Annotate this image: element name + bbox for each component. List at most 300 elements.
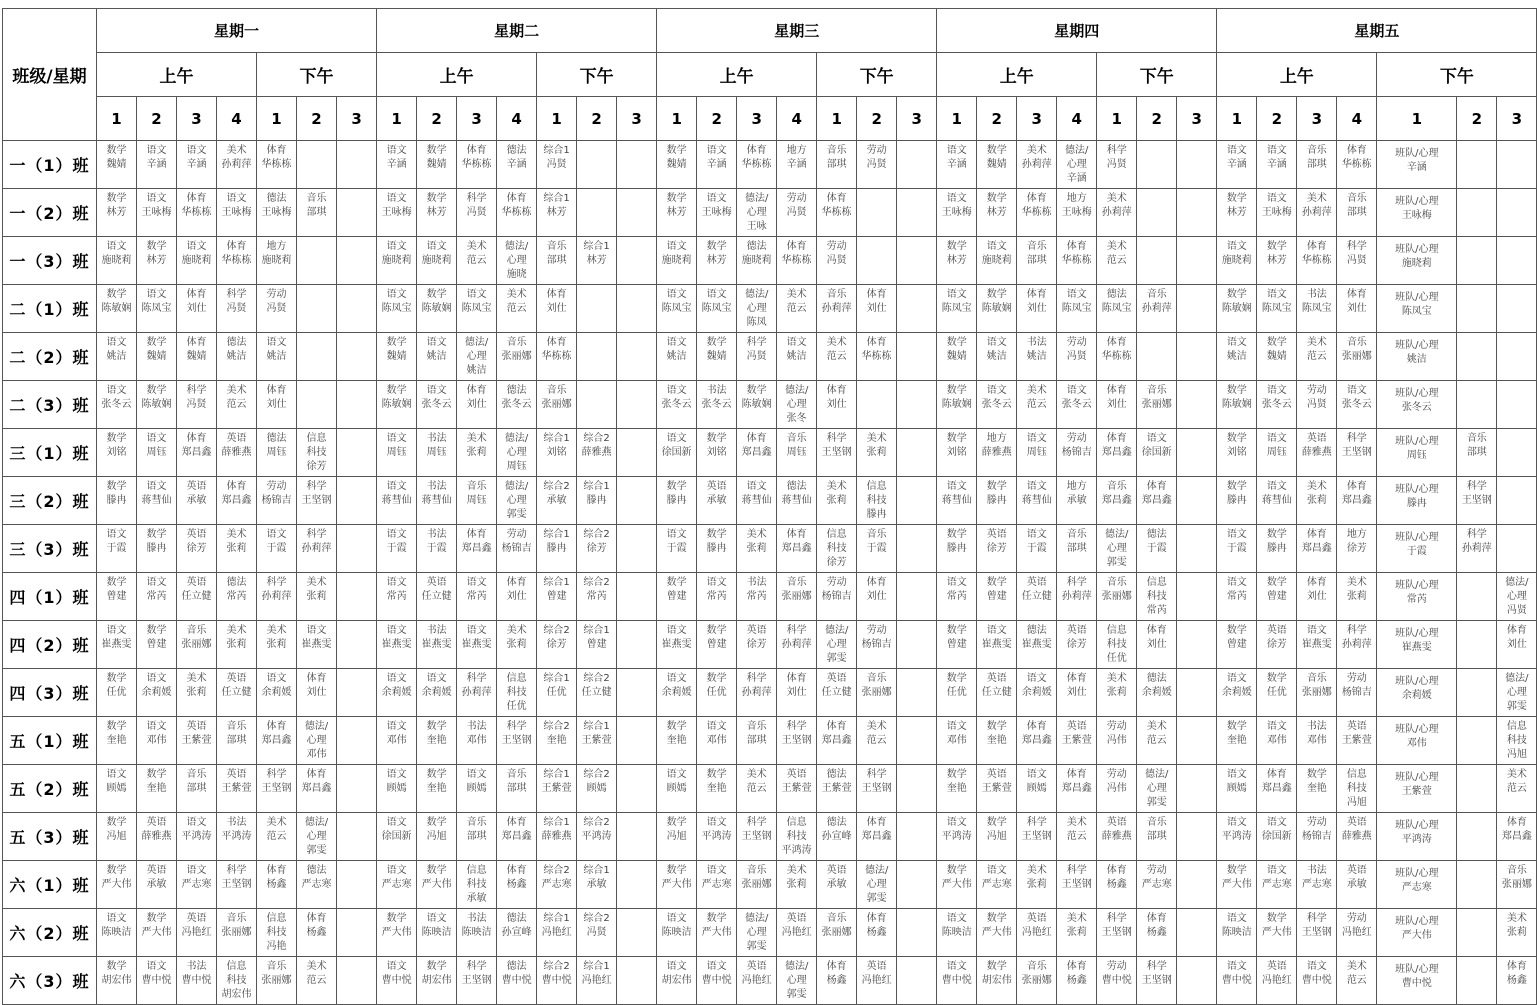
- lesson-cell: [457, 381, 497, 429]
- lesson-text: 德法 蒋彗仙: [781, 481, 812, 506]
- lesson-cell: [497, 189, 537, 237]
- lesson-text: [1497, 144, 1536, 185]
- lesson-text: [897, 384, 936, 425]
- lesson-text: 语文 姚洁: [266, 337, 287, 362]
- lesson-cell: [1017, 621, 1057, 669]
- lesson-cell: [97, 765, 137, 813]
- class-row: [3, 669, 1537, 717]
- lesson-cell: [1177, 333, 1217, 381]
- lesson-cell: [777, 237, 817, 285]
- lesson-cell: [1057, 957, 1097, 1005]
- lesson-text: 语文 顾嫣: [1026, 769, 1047, 794]
- lesson-cell: [1097, 573, 1137, 621]
- lesson-text: 美术 张莉: [1066, 913, 1087, 938]
- lesson-text: 体育 杨鑫: [866, 913, 887, 938]
- lesson-cell: [417, 573, 457, 621]
- lesson-text: [337, 288, 376, 329]
- lesson-cell: [97, 573, 137, 621]
- lesson-cell: [977, 909, 1017, 957]
- lesson-cell: [97, 957, 137, 1005]
- lesson-cell: [777, 285, 817, 333]
- lesson-cell: [897, 525, 937, 573]
- lesson-text: 美术 范云: [1106, 241, 1127, 266]
- lesson-text: 科学 王坚钢: [1141, 961, 1172, 986]
- lesson-text: 英语 王紫萱: [221, 769, 252, 794]
- lesson-cell: [937, 429, 977, 477]
- lesson-text: 德法/ 心理 郭雯: [864, 865, 889, 904]
- lesson-cell: [1217, 237, 1257, 285]
- lesson-cell: [1457, 861, 1497, 909]
- lesson-cell: [1097, 717, 1137, 765]
- lesson-cell: [497, 957, 537, 1005]
- lesson-cell: [1097, 669, 1137, 717]
- class-day-header: 班级/星期: [3, 9, 97, 141]
- lesson-text: 书法 严志寒: [1301, 865, 1332, 890]
- lesson-cell: [857, 237, 897, 285]
- lesson-cell: [817, 717, 857, 765]
- lesson-text: 体育 刘仕: [1346, 289, 1367, 314]
- lesson-text: 语文 陈凤宝: [141, 289, 172, 314]
- lesson-text: 音乐 张丽娜: [1101, 577, 1132, 602]
- lesson-cell: [577, 237, 617, 285]
- lesson-text: 语文 张冬云: [981, 385, 1012, 410]
- lesson-cell: [1057, 285, 1097, 333]
- lesson-text: [897, 240, 936, 281]
- lesson-cell: [1337, 909, 1377, 957]
- lesson-cell: [737, 813, 777, 861]
- lesson-cell: [1337, 477, 1377, 525]
- lesson-text: 班队/心理 王咏梅: [1395, 196, 1439, 221]
- lesson-text: [617, 432, 656, 473]
- lesson-text: [1497, 432, 1536, 473]
- lesson-text: 科学 冯贤: [226, 289, 247, 314]
- lesson-text: 语文 于霞: [666, 529, 687, 554]
- lesson-text: 班队/心理 严志寒: [1395, 868, 1439, 893]
- lesson-text: 数学 滕冉: [666, 481, 687, 506]
- class-row: [3, 621, 1537, 669]
- lesson-text: 语文 徐国新: [381, 817, 412, 842]
- lesson-text: 综合1 承敏: [583, 865, 610, 890]
- lesson-cell: [457, 909, 497, 957]
- lesson-text: 班队/心理 崔燕雯: [1395, 628, 1439, 653]
- lesson-text: 语文 邓伟: [386, 721, 407, 746]
- lesson-text: 数学 奎艳: [146, 769, 167, 794]
- lesson-text: [337, 960, 376, 1001]
- lesson-text: 体育 郑昌鑫: [781, 529, 812, 554]
- period-number: 2: [417, 97, 457, 141]
- lesson-text: 语文 邓伟: [1266, 721, 1287, 746]
- lesson-cell: [1177, 717, 1217, 765]
- lesson-cell: [177, 957, 217, 1005]
- lesson-text: 数学 奎艳: [426, 721, 447, 746]
- lesson-cell: [777, 141, 817, 189]
- lesson-cell: [1337, 525, 1377, 573]
- lesson-cell: [337, 381, 377, 429]
- lesson-cell: [617, 765, 657, 813]
- lesson-text: 语文 常芮: [706, 577, 727, 602]
- lesson-cell: [577, 141, 617, 189]
- lesson-text: [1497, 384, 1536, 425]
- lesson-text: 音乐 部琪: [1466, 433, 1487, 458]
- lesson-text: 语文 施晓莉: [101, 241, 132, 266]
- lesson-cell: [1217, 141, 1257, 189]
- lesson-text: 语文 于霞: [1226, 529, 1247, 554]
- lesson-text: 音乐 张丽娜: [1341, 337, 1372, 362]
- lesson-cell: [737, 237, 777, 285]
- lesson-cell: [617, 621, 657, 669]
- lesson-text: [897, 864, 936, 905]
- lesson-text: 综合1 曾建: [543, 577, 570, 602]
- lesson-cell: [497, 861, 537, 909]
- period-number: 2: [1457, 97, 1497, 141]
- lesson-cell: [257, 477, 297, 525]
- lesson-text: 美术 张莉: [226, 529, 247, 554]
- lesson-cell: [217, 237, 257, 285]
- class-label: 五（1）班: [3, 717, 97, 765]
- lesson-cell: [1297, 621, 1337, 669]
- timetable-header: [3, 9, 1537, 141]
- lesson-text: 体育 刘仕: [1306, 577, 1327, 602]
- lesson-cell: [897, 141, 937, 189]
- lesson-cell: [777, 477, 817, 525]
- lesson-cell: [577, 621, 617, 669]
- lesson-cell: [1217, 909, 1257, 957]
- lesson-text: 美术 范云: [786, 289, 807, 314]
- lesson-text: 音乐 张丽娜: [501, 337, 532, 362]
- lesson-cell: [737, 189, 777, 237]
- lesson-text: 语文 辛涵: [706, 145, 727, 170]
- lesson-text: 美术 范云: [266, 817, 287, 842]
- lesson-cell: [497, 573, 537, 621]
- lesson-cell: [1297, 237, 1337, 285]
- lesson-text: 语文 余莉媛: [1021, 673, 1052, 698]
- lesson-cell: [1177, 957, 1217, 1005]
- class-label: 六（1）班: [3, 861, 97, 909]
- lesson-text: 体育 华栋栋: [821, 193, 852, 218]
- lesson-text: 音乐 张丽娜: [541, 385, 572, 410]
- lesson-text: 语文 陈凤宝: [381, 289, 412, 314]
- lesson-text: 语文 张冬云: [421, 385, 452, 410]
- lesson-text: 美术 张莉: [866, 433, 887, 458]
- lesson-cell: [897, 861, 937, 909]
- lesson-text: 语文 严志寒: [701, 865, 732, 890]
- lesson-cell: [377, 141, 417, 189]
- lesson-cell: [1457, 189, 1497, 237]
- lesson-text: 语文 辛涵: [1266, 145, 1287, 170]
- lesson-text: 书法 张冬云: [701, 385, 732, 410]
- lesson-text: 数学 滕冉: [1266, 529, 1287, 554]
- lesson-cell: [817, 189, 857, 237]
- lesson-cell: [257, 285, 297, 333]
- lesson-text: 语文 陈映洁: [1221, 913, 1252, 938]
- lesson-cell: [1017, 285, 1057, 333]
- lesson-cell: [657, 477, 697, 525]
- lesson-cell: [417, 861, 457, 909]
- morning-header: 上午: [657, 53, 817, 97]
- lesson-text: 数学 曾建: [146, 625, 167, 650]
- lesson-cell: [977, 381, 1017, 429]
- lesson-cell: [137, 861, 177, 909]
- lesson-cell: [1097, 141, 1137, 189]
- lesson-text: 体育 华栋栋: [1061, 241, 1092, 266]
- lesson-cell: [1497, 285, 1537, 333]
- lesson-text: 体育 郑昌鑫: [1101, 433, 1132, 458]
- lesson-cell: [417, 189, 457, 237]
- lesson-cell: [1057, 621, 1097, 669]
- lesson-text: 劳动 杨锦吉: [821, 577, 852, 602]
- lesson-cell: [377, 525, 417, 573]
- lesson-cell: [857, 285, 897, 333]
- lesson-text: [897, 480, 936, 521]
- lesson-text: 书法 于霞: [426, 529, 447, 554]
- lesson-cell: [1057, 861, 1097, 909]
- lesson-text: 信息 科技 承敏: [466, 865, 487, 904]
- lesson-cell: [337, 765, 377, 813]
- lesson-cell: [697, 717, 737, 765]
- lesson-cell: [377, 573, 417, 621]
- lesson-cell: [457, 861, 497, 909]
- lesson-cell: [857, 813, 897, 861]
- lesson-text: 语文 于霞: [1026, 529, 1047, 554]
- lesson-text: 语文 胡宏伟: [661, 961, 692, 986]
- lesson-cell: [537, 621, 577, 669]
- lesson-text: 信息 科技 徐芳: [826, 529, 847, 568]
- lesson-cell: [457, 573, 497, 621]
- lesson-cell: [1057, 717, 1097, 765]
- lesson-cell: [1257, 957, 1297, 1005]
- lesson-text: 语文 陈映洁: [941, 913, 972, 938]
- lesson-cell: [577, 957, 617, 1005]
- lesson-text: [297, 144, 336, 185]
- lesson-cell: [817, 477, 857, 525]
- lesson-text: 体育 刘仕: [186, 289, 207, 314]
- lesson-cell: [217, 621, 257, 669]
- period-number: 2: [1137, 97, 1177, 141]
- lesson-cell: [937, 957, 977, 1005]
- lesson-cell: [937, 909, 977, 957]
- lesson-text: 数学 曾建: [706, 625, 727, 650]
- class-row: [3, 189, 1537, 237]
- lesson-cell: [1257, 189, 1297, 237]
- lesson-text: [1457, 288, 1496, 329]
- lesson-text: 劳动 杨锦吉: [1341, 673, 1372, 698]
- lesson-cell: [377, 621, 417, 669]
- lesson-cell: [97, 285, 137, 333]
- lesson-cell: [817, 285, 857, 333]
- lesson-cell: [1457, 525, 1497, 573]
- lesson-text: 德法 崔燕雯: [1021, 625, 1052, 650]
- morning-header: 上午: [1217, 53, 1377, 97]
- lesson-cell: [737, 717, 777, 765]
- lesson-text: 语文 张冬云: [1261, 385, 1292, 410]
- period-number: 1: [657, 97, 697, 141]
- lesson-text: 德法/ 心理 周钰: [504, 433, 529, 472]
- lesson-cell: [1497, 909, 1537, 957]
- lesson-cell: [1257, 477, 1297, 525]
- lesson-text: 数学 林芳: [106, 193, 127, 218]
- lesson-text: 劳动 杨锦吉: [1301, 817, 1332, 842]
- period-number: 1: [377, 97, 417, 141]
- lesson-text: 英语 任立健: [821, 673, 852, 698]
- lesson-cell: [1097, 333, 1137, 381]
- lesson-cell: [977, 333, 1017, 381]
- lesson-cell: [1497, 765, 1537, 813]
- lesson-text: 语文 陈映洁: [421, 913, 452, 938]
- lesson-text: 综合2 冯贤: [583, 913, 610, 938]
- lesson-cell: [137, 141, 177, 189]
- lesson-cell: [857, 621, 897, 669]
- lesson-cell: [97, 525, 137, 573]
- lesson-text: 体育 杨鑫: [826, 961, 847, 986]
- lesson-cell: [377, 669, 417, 717]
- lesson-cell: [777, 861, 817, 909]
- lesson-text: [1457, 192, 1496, 233]
- lesson-text: 数学 陈敏娴: [421, 289, 452, 314]
- lesson-cell: [1137, 285, 1177, 333]
- lesson-cell: [617, 957, 657, 1005]
- lesson-text: [1137, 192, 1176, 233]
- lesson-text: 语文 余莉媛: [421, 673, 452, 698]
- lesson-cell: [1137, 381, 1177, 429]
- lesson-text: 体育 刘仕: [466, 385, 487, 410]
- lesson-text: 科学 孙莉萍: [741, 673, 772, 698]
- lesson-text: [617, 576, 656, 617]
- lesson-text: 劳动 冯艳红: [1341, 913, 1372, 938]
- lesson-cell: [257, 189, 297, 237]
- lesson-text: 数学 奎艳: [106, 721, 127, 746]
- lesson-cell: [1297, 861, 1337, 909]
- lesson-cell: [697, 237, 737, 285]
- lesson-cell: [97, 813, 137, 861]
- lesson-cell: [97, 429, 137, 477]
- lesson-cell: [377, 429, 417, 477]
- lesson-cell: [1017, 909, 1057, 957]
- lesson-cell: [737, 333, 777, 381]
- lesson-cell: [857, 381, 897, 429]
- lesson-cell: [657, 525, 697, 573]
- lesson-text: 美术 张莉: [746, 529, 767, 554]
- lesson-cell: [177, 573, 217, 621]
- lesson-cell: [297, 237, 337, 285]
- lesson-cell: [177, 285, 217, 333]
- lesson-cell: [1017, 573, 1057, 621]
- lesson-text: 科学 孙莉萍: [1341, 625, 1372, 650]
- lesson-cell: [1457, 429, 1497, 477]
- lesson-text: 语文 施晓莉: [181, 241, 212, 266]
- lesson-cell: [1377, 381, 1457, 429]
- lesson-text: 语文 崔燕雯: [381, 625, 412, 650]
- lesson-cell: [657, 285, 697, 333]
- lesson-cell: [217, 765, 257, 813]
- lesson-text: 综合1 滕冉: [583, 481, 610, 506]
- lesson-cell: [737, 573, 777, 621]
- lesson-text: 数学 魏婧: [986, 145, 1007, 170]
- lesson-cell: [657, 813, 697, 861]
- class-row: [3, 717, 1537, 765]
- lesson-text: 科学 王坚钢: [301, 481, 332, 506]
- lesson-cell: [337, 621, 377, 669]
- lesson-text: 英语 薛雅燕: [221, 433, 252, 458]
- lesson-text: 英语 王紫萱: [1061, 721, 1092, 746]
- period-number: 3: [897, 97, 937, 141]
- lesson-text: 数学 任优: [1266, 673, 1287, 698]
- lesson-cell: [1097, 909, 1137, 957]
- lesson-text: 语文 曹中悦: [701, 961, 732, 986]
- lesson-text: 音乐 张丽娜: [261, 961, 292, 986]
- lesson-text: 语文 张冬云: [661, 385, 692, 410]
- lesson-text: 语文 施晓莉: [661, 241, 692, 266]
- lesson-text: [897, 816, 936, 857]
- lesson-text: [1177, 288, 1216, 329]
- lesson-cell: [257, 813, 297, 861]
- lesson-cell: [937, 765, 977, 813]
- lesson-cell: [1257, 621, 1297, 669]
- lesson-cell: [817, 909, 857, 957]
- lesson-text: 语文 陈凤宝: [941, 289, 972, 314]
- lesson-cell: [697, 333, 737, 381]
- lesson-text: 数学 曾建: [106, 577, 127, 602]
- lesson-text: 德法/ 心理 冯贤: [1505, 577, 1529, 616]
- lesson-text: 数学 陈敏娴: [941, 385, 972, 410]
- lesson-text: [1137, 336, 1176, 377]
- lesson-text: 体育 华栋栋: [181, 193, 212, 218]
- lesson-text: 信息 科技 滕冉: [866, 481, 887, 520]
- lesson-text: 德法 严志寒: [301, 865, 332, 890]
- lesson-cell: [1137, 573, 1177, 621]
- lesson-cell: [537, 429, 577, 477]
- lesson-cell: [457, 765, 497, 813]
- lesson-cell: [297, 909, 337, 957]
- lesson-text: 美术 范云: [746, 769, 767, 794]
- lesson-text: [1457, 672, 1496, 713]
- lesson-cell: [577, 189, 617, 237]
- lesson-text: [1137, 144, 1176, 185]
- class-row: [3, 765, 1537, 813]
- lesson-cell: [1377, 813, 1457, 861]
- lesson-text: [897, 960, 936, 1001]
- lesson-text: 德法 王紫萱: [821, 769, 852, 794]
- lesson-text: [1177, 480, 1216, 521]
- lesson-text: 英语 任立健: [1021, 577, 1052, 602]
- lesson-text: 音乐 张丽娜: [1501, 865, 1532, 890]
- lesson-text: 数学 陈敏娴: [101, 289, 132, 314]
- lesson-cell: [1177, 525, 1217, 573]
- lesson-cell: [857, 765, 897, 813]
- lesson-text: 信息 科技 常芮: [1146, 577, 1167, 616]
- lesson-cell: [1377, 621, 1457, 669]
- lesson-cell: [737, 621, 777, 669]
- lesson-text: [1177, 336, 1216, 377]
- lesson-cell: [457, 285, 497, 333]
- period-number: 2: [857, 97, 897, 141]
- lesson-text: 音乐 张丽娜: [1301, 673, 1332, 698]
- lesson-cell: [1497, 861, 1537, 909]
- lesson-cell: [297, 381, 337, 429]
- lesson-cell: [537, 717, 577, 765]
- lesson-cell: [657, 717, 697, 765]
- lesson-text: [1497, 288, 1536, 329]
- lesson-cell: [1257, 141, 1297, 189]
- lesson-text: 音乐 周钰: [466, 481, 487, 506]
- lesson-cell: [537, 525, 577, 573]
- lesson-cell: [177, 429, 217, 477]
- lesson-cell: [1497, 189, 1537, 237]
- lesson-text: 数学 陈敏娴: [1221, 385, 1252, 410]
- lesson-text: 语文 徐国新: [661, 433, 692, 458]
- lesson-text: 信息 科技 冯旭: [1506, 721, 1527, 760]
- lesson-cell: [537, 285, 577, 333]
- lesson-cell: [1217, 381, 1257, 429]
